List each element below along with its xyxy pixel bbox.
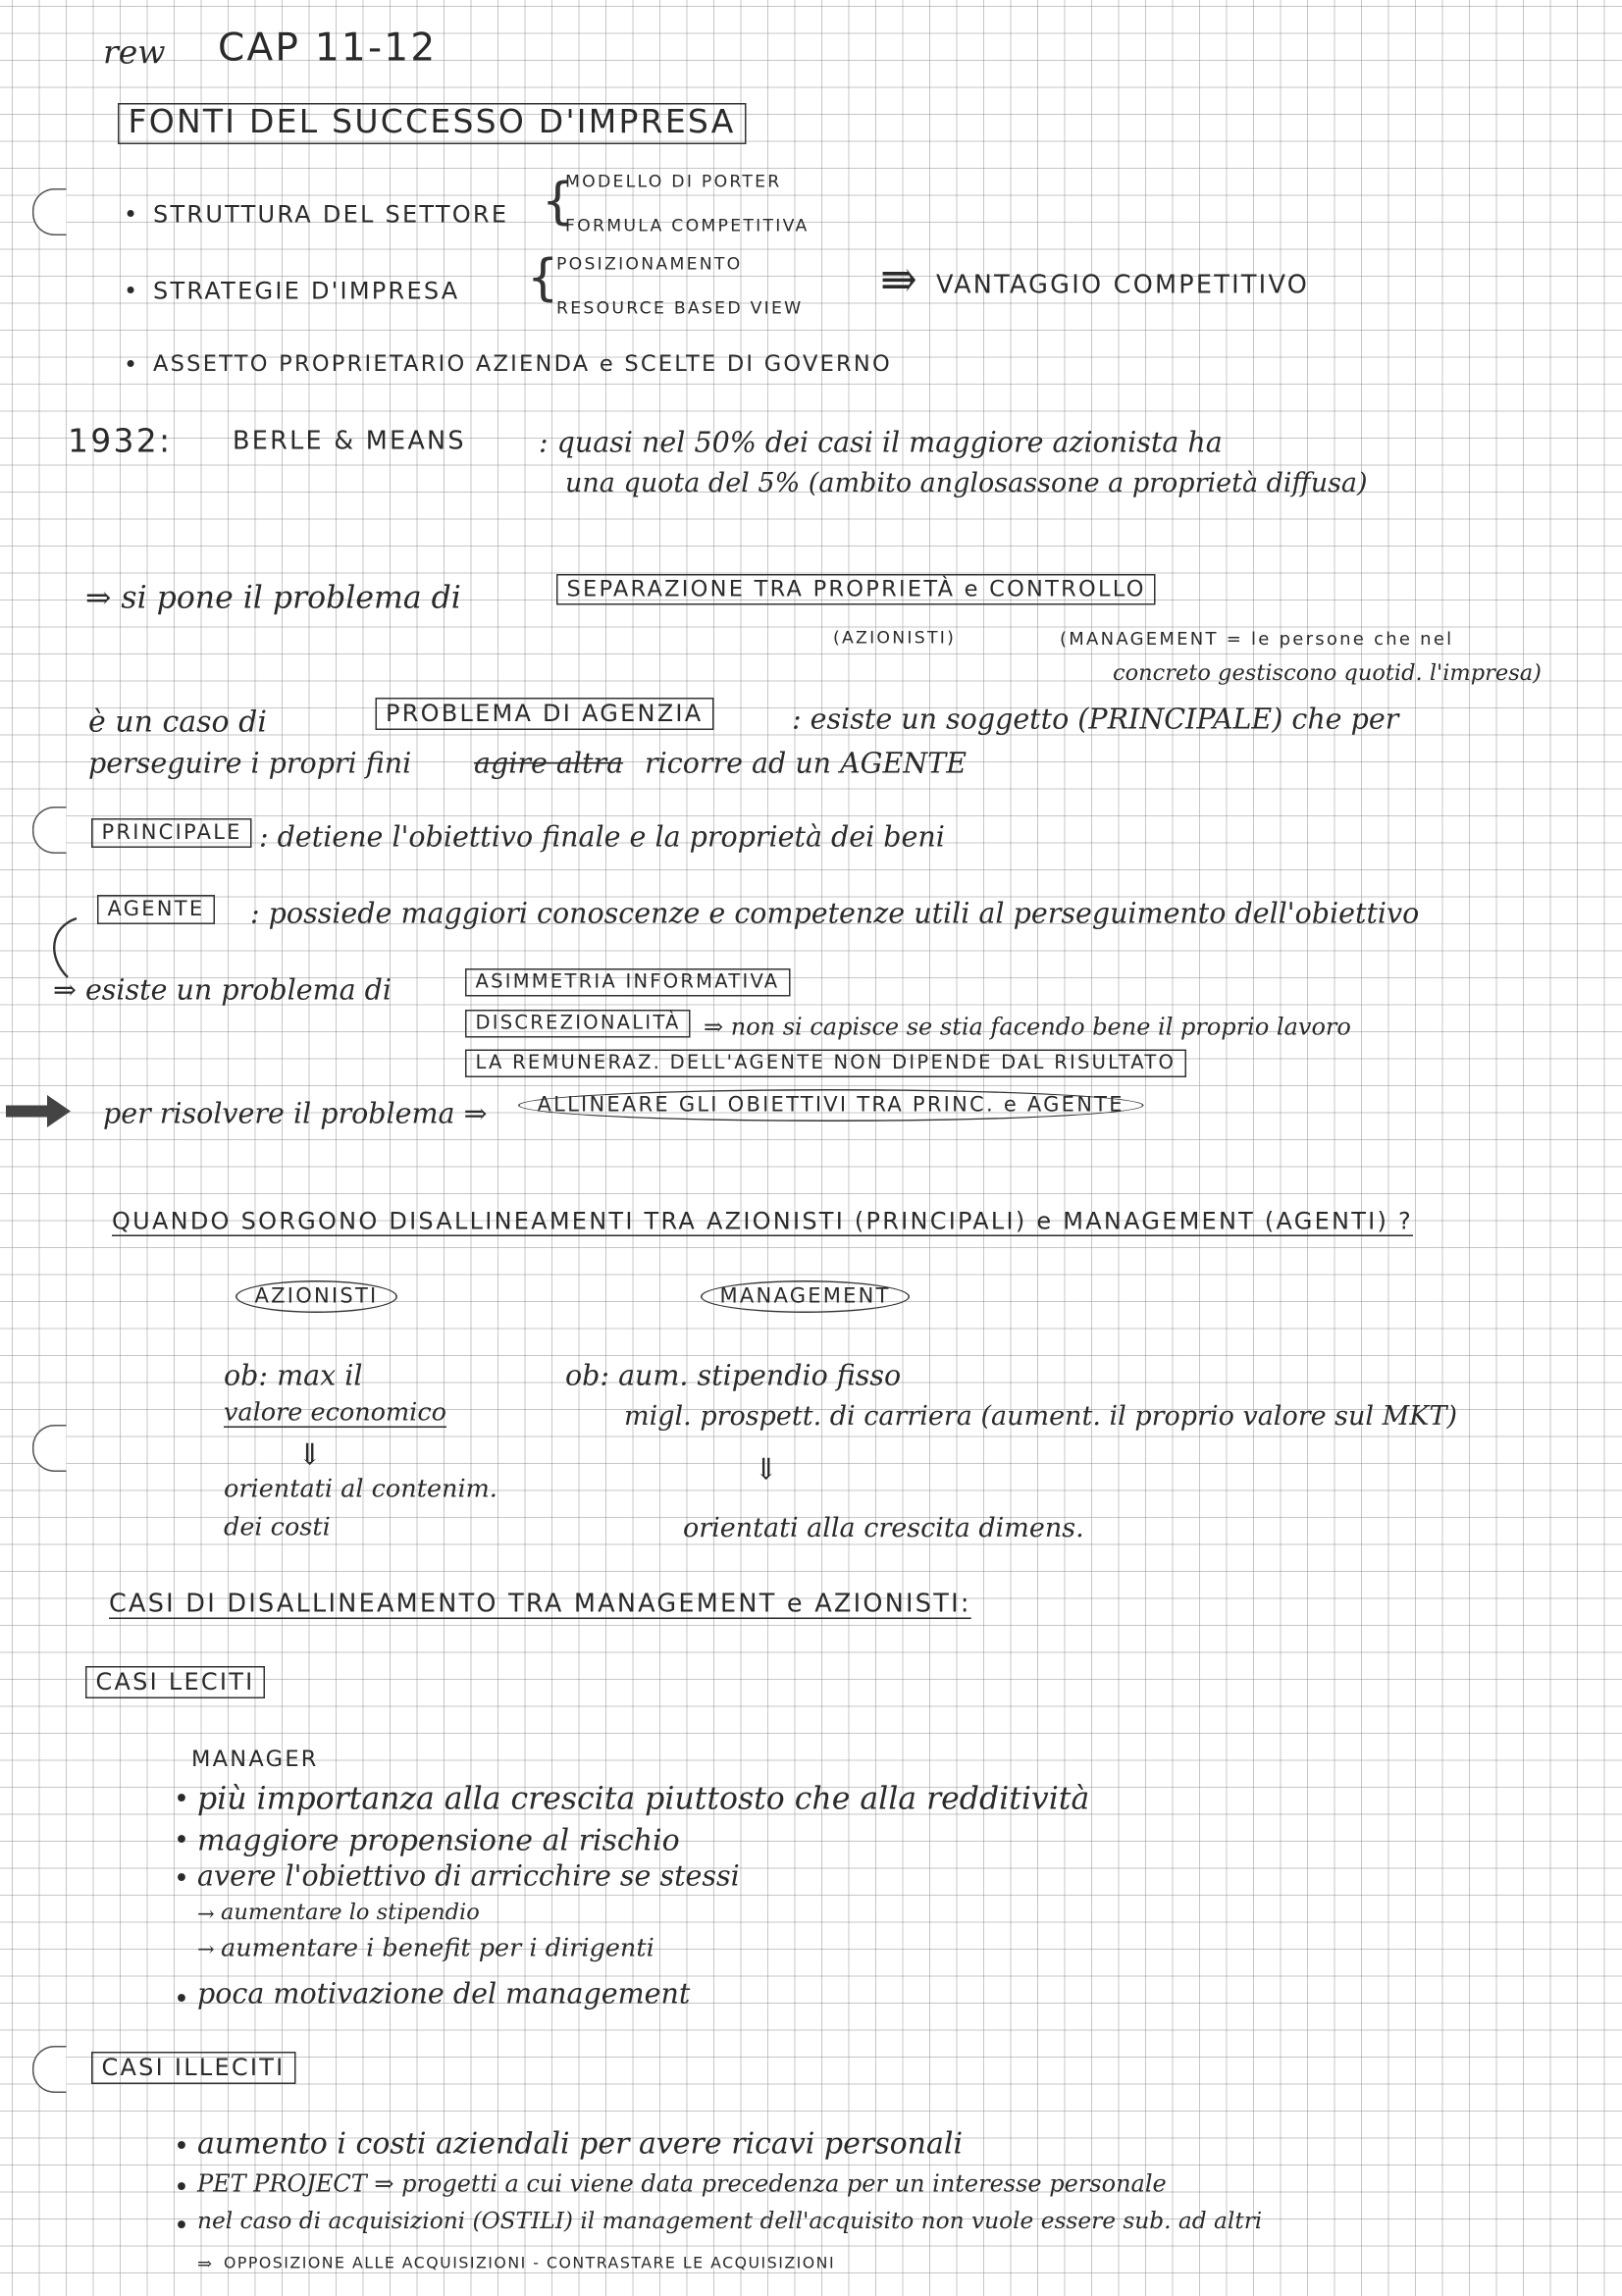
- margin-scribble: rew: [103, 35, 166, 73]
- azionisti-title: AZIONISTI: [235, 1280, 397, 1313]
- separation-box: SEPARAZIONE TRA PROPRIETÀ e CONTROLLO: [556, 574, 1156, 605]
- illeciti-item-2: PET PROJECT ⇒ progetti a cui viene data precedenza per un interesse personale: [197, 2169, 1167, 2198]
- right-arrow-icon: ⇛: [880, 254, 917, 306]
- binder-hole: [32, 807, 67, 854]
- discrezionalita-note: ⇒ non si capisce se stia facendo bene il proprio lavoro: [704, 1013, 1351, 1041]
- leciti-item-1: più importanza alla crescita piuttosto che alla redditività: [197, 1781, 1090, 1816]
- casi-illeciti-label: CASI ILLECITI: [91, 2052, 295, 2084]
- arrow-sub: →: [197, 1903, 215, 1927]
- arrow-sub: →: [197, 1938, 215, 1962]
- illeciti-item-3: nel caso di acquisizioni (OSTILI) il management dell'acquisito non vuole essere sub. ad altri: [197, 2208, 1263, 2234]
- bullet: •: [174, 2131, 189, 2163]
- right-arrow-icon: [6, 1092, 79, 1130]
- problem-discrezionalita: DISCREZIONALITÀ: [465, 1010, 691, 1038]
- bullet: •: [174, 1825, 189, 1856]
- agency-line-1-suffix: : esiste un soggetto (PRINCIPALE) che per: [792, 704, 1399, 736]
- problem-remunerazione: LA REMUNERAZ. DELL'AGENTE NON DIPENDE DAL RISULTATO: [465, 1050, 1186, 1078]
- source-structure: STRUTTURA DEL SETTORE: [153, 200, 509, 229]
- manager-subject: MANAGER: [191, 1746, 319, 1772]
- azionisti-goal-2: valore economico: [224, 1398, 446, 1428]
- bullet: •: [174, 1784, 189, 1815]
- solution-text: per risolvere il problema ⇒: [103, 1098, 488, 1130]
- porter-model: MODELLO DI PORTER: [565, 171, 782, 191]
- azionisti-arrow: ⇓: [297, 1436, 323, 1472]
- left-brace-icon: {: [527, 248, 559, 308]
- leciti-item-4: poca motivazione del management: [197, 1978, 691, 2010]
- agency-problem-box: PROBLEMA DI AGENZIA: [376, 698, 713, 730]
- leciti-item-3: avere l'obiettivo di arricchire se stessi: [197, 1860, 740, 1893]
- illeciti-item-1: aumento i costi aziendali per avere ricavi personali: [197, 2125, 964, 2161]
- bullet: •: [124, 350, 140, 379]
- binder-hole: [32, 188, 67, 235]
- agente-text: : possiede maggiori conoscenze e competenze utili al perseguimento dell'obiettivo: [250, 898, 1420, 930]
- agency-line-2a: perseguire i propri fini: [88, 748, 412, 780]
- agency-line-1-prefix: è un caso di: [88, 704, 267, 739]
- berle-means: BERLE & MEANS: [233, 427, 466, 456]
- principale-text: : detiene l'obiettivo finale e la proprietà dei beni: [259, 821, 945, 854]
- management-goal-1: ob: aum. stipendio fisso: [565, 1360, 902, 1392]
- leciti-sub-2: aumentare i benefit per i dirigenti: [221, 1934, 654, 1963]
- owners-note: (AZIONISTI): [833, 627, 957, 648]
- bullet: •: [174, 1984, 189, 2015]
- competitive-advantage: VANTAGGIO COMPETITIVO: [936, 271, 1310, 300]
- resource-based-view: RESOURCE BASED VIEW: [556, 297, 804, 318]
- binder-hole: [32, 1425, 67, 1472]
- illeciti-conclusion: OPPOSIZIONE ALLE ACQUISIZIONI - CONTRASTARE LE ACQUISIZIONI: [224, 2255, 836, 2272]
- misalignment-question: QUANDO SORGONO DISALLINEAMENTI TRA AZIONISTI (PRINCIPALI) e MANAGEMENT (AGENTI) ?: [112, 1207, 1413, 1235]
- berle-line-2: una quota del 5% (ambito anglosassone a proprietà diffusa): [565, 468, 1368, 499]
- year-1932: 1932:: [68, 424, 173, 461]
- agente-label: AGENTE: [97, 895, 215, 924]
- management-note-1: (MANAGEMENT = le persone che nel: [1060, 628, 1454, 650]
- bullet: •: [174, 1863, 189, 1895]
- binder-hole: [32, 2046, 67, 2093]
- bullet: •: [174, 2211, 189, 2242]
- bullet: •: [124, 277, 140, 305]
- agency-line-2b: ricorre ad un AGENTE: [645, 748, 968, 780]
- chapter-heading: CAP 11-12: [218, 26, 438, 71]
- problem-asimmetria: ASIMMETRIA INFORMATIVA: [465, 968, 790, 997]
- management-title: MANAGEMENT: [701, 1280, 910, 1313]
- management-goal-2: migl. prospett. di carriera (aument. il proprio valore sul MKT): [624, 1401, 1457, 1433]
- leciti-item-2: maggiore propensione al rischio: [197, 1822, 680, 1857]
- bullet: •: [124, 200, 140, 229]
- page-title: FONTI DEL SUCCESSO D'IMPRESA: [118, 103, 746, 144]
- azionisti-result-1: orientati al contenim.: [224, 1475, 497, 1504]
- azionisti-goal-1: ob: max il: [224, 1360, 363, 1392]
- source-strategy: STRATEGIE D'IMPRESA: [153, 277, 460, 305]
- management-note-2: concreto gestiscono quotid. l'impresa): [1113, 659, 1542, 686]
- principale-label: PRINCIPALE: [91, 818, 252, 848]
- casi-leciti-label: CASI LECITI: [85, 1666, 265, 1698]
- leciti-sub-1: aumentare lo stipendio: [221, 1899, 480, 1925]
- management-result: orientati alla crescita dimens.: [683, 1513, 1084, 1544]
- cases-heading: CASI DI DISALLINEAMENTO TRA MANAGEMENT e AZIONISTI:: [109, 1590, 971, 1619]
- azionisti-result-2: dei costi: [224, 1513, 331, 1542]
- agency-struck: agire altra: [474, 748, 624, 780]
- bullet: •: [174, 2172, 189, 2204]
- arrow-sub: ⇒: [197, 2253, 213, 2274]
- separation-intro: ⇒ si pone il problema di: [85, 580, 461, 615]
- left-brace-icon: {: [542, 172, 574, 232]
- problems-intro: ⇒ esiste un problema di: [53, 974, 392, 1007]
- management-arrow: ⇓: [754, 1451, 779, 1487]
- solution-oval: ALLINEARE GLI OBIETTIVI TRA PRINC. e AGENTE: [518, 1089, 1143, 1122]
- positioning: POSIZIONAMENTO: [556, 253, 743, 274]
- competitive-formula: FORMULA COMPETITIVA: [565, 215, 810, 235]
- source-ownership: ASSETTO PROPRIETARIO AZIENDA e SCELTE DI GOVERNO: [153, 350, 892, 377]
- berle-line-1: : quasi nel 50% dei casi il maggiore azionista ha: [539, 427, 1223, 459]
